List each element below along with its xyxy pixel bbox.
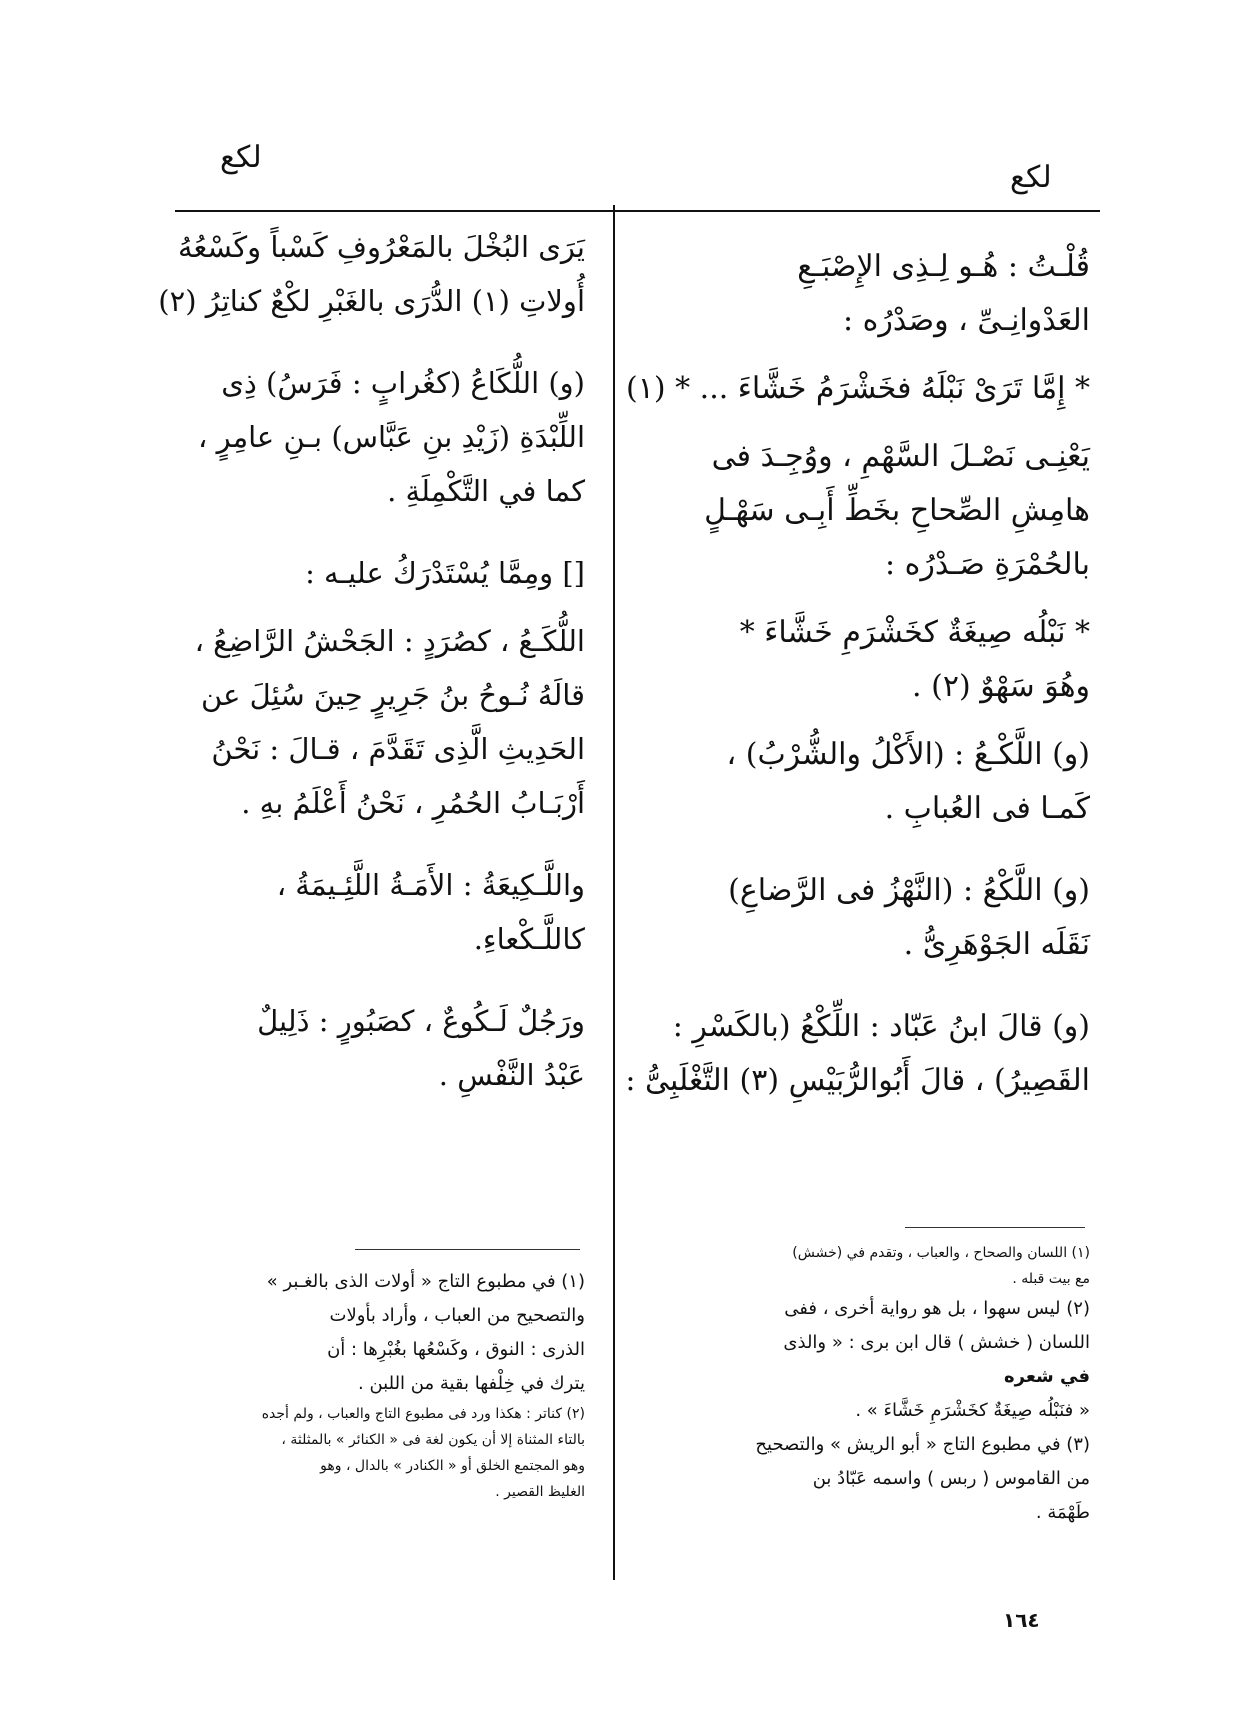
- entry-line: (و) اللَّكْعُ : (النَّهْزُ فى الرَّضاعِ): [728, 873, 1090, 908]
- footnote-line: يترك في خِلْفها بقية من اللبن .: [358, 1373, 585, 1394]
- footnote-line: (٢) ليس سهوا ، بل هو رواية أخرى ، ففى: [784, 1298, 1090, 1319]
- footnotes-right: [655, 1240, 1090, 1530]
- entry-line: عَبْدُ النَّفْسِ .: [438, 1058, 585, 1092]
- footnote-line: « فنَبْلُه صِيغَةٌ كخَشْرَمِ خَشَّاءَ » .: [855, 1400, 1090, 1421]
- entry-line: واللَّـكِيعَةُ : الأَمَـةُ اللَّئِـيمَةُ ،: [276, 868, 585, 902]
- footnote-line: مع بيت قبله .: [1012, 1271, 1090, 1287]
- entry-line: [] ومِمَّا يُسْتَدْرَكُ عليـه :: [305, 556, 585, 590]
- entry-line: قُلْـتُ : هُـو لِـذِى الإِصْبَـعِ: [797, 249, 1090, 284]
- entry-line: كَمـا فى العُبابِ .: [884, 791, 1090, 826]
- entry-line: نَقَلَه الجَوْهَرِىُّ .: [903, 927, 1090, 962]
- footnote-line: (١) في مطبوع التاج « أولات الذى بالغـبر »: [266, 1271, 585, 1292]
- entry-line: كما في التَّكْمِلَةِ .: [387, 474, 585, 508]
- footnote-line: والتصحيح من العباب ، وأراد بأولات: [329, 1305, 585, 1326]
- entry-line: القَصِيرُ) ، قالَ أَبُوالرُّبَيْسِ (٣) التَّغْلَبِىُّ :: [625, 1063, 1090, 1098]
- entry-line: ورَجُلٌ لَـكُوعٌ ، كصَبُورٍ : ذَلِيلٌ: [257, 1004, 585, 1038]
- entry-line: أَرْبَـابُ الحُمُرِ ، نَحْنُ أَعْلَمُ بهِ .: [241, 786, 585, 820]
- running-header-right: لكع: [1010, 160, 1052, 195]
- entry-line: (و) اللَّكْـعُ : (الأَكْلُ والشُّرْبُ) ،: [726, 737, 1090, 772]
- footnote-line: (٢) كناتر : هكذا ورد فى مطبوع التاج والعباب ، ولم أجده: [261, 1406, 585, 1422]
- right-column: [625, 240, 1090, 1108]
- footnote-line: (٣) في مطبوع التاج « أبو الريش » والتصحيح: [755, 1434, 1090, 1455]
- footnotes-left: [185, 1265, 585, 1505]
- entry-line: وهُوَ سَهْوٌ (٢) .: [912, 669, 1090, 704]
- page-number: ١٦٤: [1003, 1608, 1040, 1632]
- entry-line: يَعْنِـى نَصْـلَ السَّهْمِ ، ووُجِـدَ فى: [711, 439, 1090, 474]
- header-rule: [175, 210, 1100, 212]
- entry-line: قالَهُ نُـوحُ بنُ جَرِيرٍ حِينَ سُئِلَ عن: [201, 678, 585, 712]
- footnote-line: الذرى : النوق ، وكَسْعُها بغُبْرِها : أن: [327, 1339, 585, 1360]
- entry-line: (و) اللُّكَاعُ (كغُرابٍ : فَرَسُ) ذِى: [221, 366, 585, 400]
- column-divider: [613, 205, 615, 1580]
- entry-line: العَدْوانِـىِّ ، وصَدْرُه :: [843, 303, 1090, 338]
- footnote-rule-right: [905, 1227, 1085, 1228]
- entry-line: اللِّبْدَةِ (زَيْدِ بنِ عَبَّاس) بـنِ عامِرٍ ،: [197, 420, 585, 454]
- entry-line: اللُّكَـعُ ، كصُرَدٍ : الجَحْشُ الرَّاضِعُ ،: [194, 624, 585, 658]
- footnote-line: الغليظ القصير .: [495, 1484, 585, 1500]
- entry-line: كاللَّـكْعاءِ.: [473, 922, 585, 956]
- entry-line: الحَدِيثِ الَّذِى تَقَدَّمَ ، قـالَ : نَحْنُ: [211, 732, 585, 766]
- verse-line: أُولاتِ (١) الدُّرَى بالغَبْرِ لكْعٌ كناتِرُ (٢): [158, 284, 585, 318]
- footnote-line: في شعره: [1004, 1366, 1090, 1387]
- verse-line: * نَبْلُه صِيغَةٌ كخَشْرَمِ خَشَّاءَ *: [739, 615, 1090, 650]
- footnote-line: من القاموس ( ربس ) واسمه عَبّادُ بن: [812, 1468, 1090, 1489]
- verse-line: * إِمَّا تَرَىْ نَبْلَهُ فخَشْرَمُ خَشَّاءَ ... * (١): [626, 371, 1090, 406]
- running-header-left: لكع: [220, 140, 262, 175]
- footnote-rule-left: [355, 1249, 580, 1250]
- footnote-line: اللسان ( خشش ) قال ابن برى : « والذى: [783, 1332, 1090, 1353]
- footnote-line: (١) اللسان والصحاح ، والعباب ، وتقدم في (خشش): [792, 1245, 1090, 1261]
- verse-line: يَرَى البُخْلَ بالمَعْرُوفِ كَسْباً وكَسْعُهُ: [177, 230, 585, 264]
- left-column: [158, 220, 585, 1102]
- footnote-line: بالتاء المثناة إلا أن يكون لغة فى « الكنائر » بالمثلثة ،: [281, 1432, 585, 1448]
- entry-line: هامِشِ الصِّحاحِ بخَطِّ أَبِـى سَهْـلٍ: [704, 493, 1090, 528]
- footnote-line: طَهْمَة .: [1035, 1502, 1090, 1523]
- entry-line: (و) قالَ ابنُ عَبّاد : اللِّكْعُ (بالكَسْرِ :: [672, 1009, 1090, 1044]
- footnote-line: وهو المجتمع الخلق أو « الكنادر » بالدال ، وهو: [320, 1458, 585, 1474]
- entry-line: بالحُمْرَةِ صَـدْرُه :: [884, 547, 1090, 582]
